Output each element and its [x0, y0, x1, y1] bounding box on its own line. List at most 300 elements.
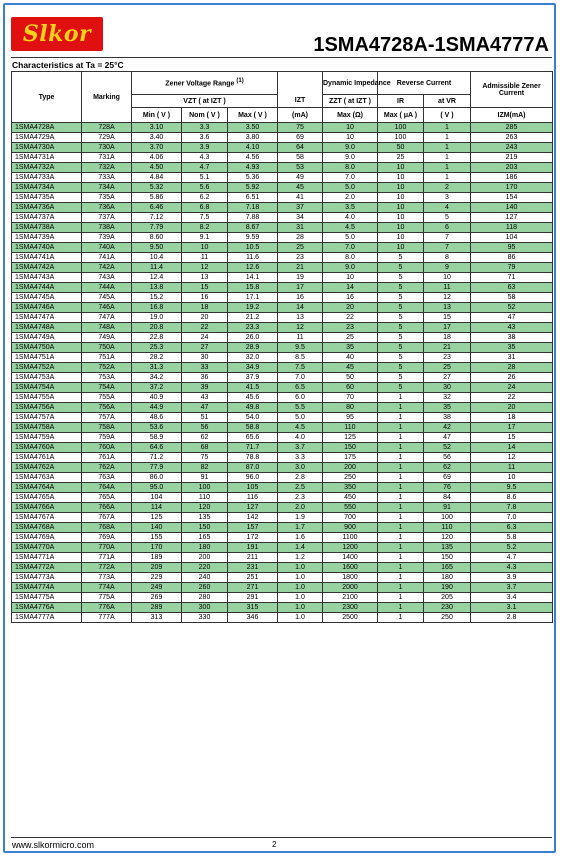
cell-type: 1SMA4736A [12, 203, 82, 213]
cell-izm: 5.2 [471, 543, 553, 553]
cell-zzt: 10 [323, 273, 378, 283]
cell-vr: 1 [424, 133, 471, 143]
cell-vr: 21 [424, 343, 471, 353]
table-caption: Characteristics at Ta = 25°C [12, 60, 124, 70]
table-row [12, 453, 553, 463]
cell-izm: 95 [471, 243, 553, 253]
cell-vz-nom: 9.1 [182, 233, 228, 243]
col-header-min: Min ( V ) [132, 108, 182, 123]
cell-vz-min: 9.50 [132, 243, 182, 253]
cell-vr: 84 [424, 493, 471, 503]
cell-zzt: 23 [323, 323, 378, 333]
cell-type: 1SMA4765A [12, 493, 82, 503]
cell-izt: 4.0 [278, 433, 323, 443]
cell-vr: 69 [424, 473, 471, 483]
cell-vz-min: 6.46 [132, 203, 182, 213]
brand-logo-text: Slkor [22, 21, 92, 47]
cell-vz-max: 9.59 [228, 233, 278, 243]
cell-vz-nom: 3.6 [182, 133, 228, 143]
cell-zzt: 70 [323, 393, 378, 403]
col-header-vzt: VZT ( at IZT ) [132, 95, 278, 108]
cell-marking: 752A [82, 363, 132, 373]
cell-ir: 5 [378, 383, 424, 393]
cell-vz-max: 4.93 [228, 163, 278, 173]
cell-type: 1SMA4760A [12, 443, 82, 453]
cell-izm: 43 [471, 323, 553, 333]
cell-izm: 31 [471, 353, 553, 363]
cell-vz-min: 7.12 [132, 213, 182, 223]
cell-marking: 733A [82, 173, 132, 183]
cell-marking: 764A [82, 483, 132, 493]
cell-zzt: 22 [323, 313, 378, 323]
cell-vz-nom: 220 [182, 563, 228, 573]
cell-ir: 5 [378, 313, 424, 323]
cell-vz-nom: 10 [182, 243, 228, 253]
cell-ir: 5 [378, 273, 424, 283]
cell-type: 1SMA4748A [12, 323, 82, 333]
cell-type: 1SMA4776A [12, 603, 82, 613]
cell-vz-nom: 15 [182, 283, 228, 293]
cell-vz-min: 8.60 [132, 233, 182, 243]
cell-type: 1SMA4732A [12, 163, 82, 173]
title-divider [11, 57, 552, 58]
cell-izt: 6.5 [278, 383, 323, 393]
cell-vz-nom: 20 [182, 313, 228, 323]
cell-marking: 761A [82, 453, 132, 463]
cell-izt: 5.0 [278, 413, 323, 423]
cell-vz-min: 10.4 [132, 253, 182, 263]
cell-izm: 22 [471, 393, 553, 403]
cell-zzt: 250 [323, 473, 378, 483]
table-row [12, 353, 553, 363]
cell-zzt: 9.0 [323, 153, 378, 163]
cell-vz-min: 31.3 [132, 363, 182, 373]
cell-type: 1SMA4763A [12, 473, 82, 483]
cell-vz-nom: 56 [182, 423, 228, 433]
cell-vz-nom: 22 [182, 323, 228, 333]
cell-vz-nom: 68 [182, 443, 228, 453]
cell-ir: 1 [378, 473, 424, 483]
cell-vz-min: 34.2 [132, 373, 182, 383]
cell-vr: 35 [424, 403, 471, 413]
cell-vz-max: 41.5 [228, 383, 278, 393]
cell-vz-max: 19.2 [228, 303, 278, 313]
cell-vr: 8 [424, 253, 471, 263]
cell-izm: 8.6 [471, 493, 553, 503]
cell-vr: 38 [424, 413, 471, 423]
cell-ir: 1 [378, 463, 424, 473]
cell-type: 1SMA4757A [12, 413, 82, 423]
cell-izm: 140 [471, 203, 553, 213]
cell-marking: 757A [82, 413, 132, 423]
col-header-reverse-current: Reverse Current [378, 72, 471, 95]
cell-type: 1SMA4731A [12, 153, 82, 163]
cell-vz-min: 20.8 [132, 323, 182, 333]
cell-zzt: 2300 [323, 603, 378, 613]
cell-izt: 19 [278, 273, 323, 283]
cell-vz-min: 7.79 [132, 223, 182, 233]
cell-vz-nom: 3.9 [182, 143, 228, 153]
cell-type: 1SMA4756A [12, 403, 82, 413]
cell-vz-max: 251 [228, 573, 278, 583]
cell-izt: 1.4 [278, 543, 323, 553]
cell-vz-nom: 200 [182, 553, 228, 563]
cell-marking: 768A [82, 523, 132, 533]
cell-izm: 35 [471, 343, 553, 353]
cell-zzt: 2100 [323, 593, 378, 603]
cell-vz-nom: 100 [182, 483, 228, 493]
cell-ir: 10 [378, 183, 424, 193]
cell-vz-min: 114 [132, 503, 182, 513]
col-header-nom: Nom ( V ) [182, 108, 228, 123]
table-row [12, 613, 553, 623]
cell-zzt: 10 [323, 133, 378, 143]
cell-vr: 5 [424, 213, 471, 223]
cell-zzt: 80 [323, 403, 378, 413]
cell-izm: 154 [471, 193, 553, 203]
cell-vz-min: 104 [132, 493, 182, 503]
table-body [12, 123, 553, 623]
cell-izm: 28 [471, 363, 553, 373]
cell-ir: 1 [378, 423, 424, 433]
cell-vz-nom: 91 [182, 473, 228, 483]
brand-logo [11, 17, 103, 51]
cell-izt: 34 [278, 213, 323, 223]
cell-vr: 4 [424, 203, 471, 213]
cell-ir: 10 [378, 223, 424, 233]
cell-izt: 2.8 [278, 473, 323, 483]
cell-zzt: 25 [323, 333, 378, 343]
cell-vz-min: 313 [132, 613, 182, 623]
cell-vz-nom: 180 [182, 543, 228, 553]
cell-vz-max: 15.8 [228, 283, 278, 293]
cell-vr: 27 [424, 373, 471, 383]
cell-marking: 739A [82, 233, 132, 243]
cell-zzt: 4.5 [323, 223, 378, 233]
cell-type: 1SMA4729A [12, 133, 82, 143]
cell-izt: 1.2 [278, 553, 323, 563]
cell-zzt: 2000 [323, 583, 378, 593]
cell-ir: 5 [378, 253, 424, 263]
cell-izt: 31 [278, 223, 323, 233]
cell-zzt: 9.0 [323, 263, 378, 273]
table-row [12, 213, 553, 223]
cell-vz-min: 77.9 [132, 463, 182, 473]
col-header-v: ( V ) [424, 108, 471, 123]
cell-vr: 32 [424, 393, 471, 403]
cell-type: 1SMA4761A [12, 453, 82, 463]
cell-vr: 17 [424, 323, 471, 333]
cell-vz-min: 170 [132, 543, 182, 553]
cell-izm: 58 [471, 293, 553, 303]
cell-type: 1SMA4758A [12, 423, 82, 433]
cell-vz-max: 7.18 [228, 203, 278, 213]
cell-zzt: 5.0 [323, 233, 378, 243]
cell-vr: 47 [424, 433, 471, 443]
cell-type: 1SMA4740A [12, 243, 82, 253]
cell-marking: 735A [82, 193, 132, 203]
cell-vz-nom: 36 [182, 373, 228, 383]
cell-vz-nom: 82 [182, 463, 228, 473]
cell-type: 1SMA4769A [12, 533, 82, 543]
cell-vz-nom: 7.5 [182, 213, 228, 223]
cell-vz-nom: 11 [182, 253, 228, 263]
cell-vz-min: 71.2 [132, 453, 182, 463]
cell-zzt: 1400 [323, 553, 378, 563]
table-row [12, 303, 553, 313]
cell-vz-max: 65.6 [228, 433, 278, 443]
cell-zzt: 45 [323, 363, 378, 373]
cell-izt: 7.5 [278, 363, 323, 373]
cell-marking: 731A [82, 153, 132, 163]
cell-izm: 86 [471, 253, 553, 263]
cell-zzt: 35 [323, 343, 378, 353]
cell-vz-nom: 5.1 [182, 173, 228, 183]
cell-vr: 15 [424, 313, 471, 323]
cell-izm: 9.5 [471, 483, 553, 493]
cell-vr: 190 [424, 583, 471, 593]
cell-izm: 3.9 [471, 573, 553, 583]
cell-ir: 5 [378, 323, 424, 333]
table-row [12, 193, 553, 203]
table-row [12, 553, 553, 563]
cell-vr: 23 [424, 353, 471, 363]
cell-zzt: 1100 [323, 533, 378, 543]
cell-vz-min: 28.2 [132, 353, 182, 363]
cell-zzt: 200 [323, 463, 378, 473]
cell-izt: 11 [278, 333, 323, 343]
cell-vr: 91 [424, 503, 471, 513]
cell-izm: 11 [471, 463, 553, 473]
cell-vz-max: 231 [228, 563, 278, 573]
cell-vz-nom: 6.8 [182, 203, 228, 213]
cell-marking: 730A [82, 143, 132, 153]
cell-vz-max: 105 [228, 483, 278, 493]
cell-ir: 10 [378, 213, 424, 223]
cell-izm: 118 [471, 223, 553, 233]
table-row [12, 223, 553, 233]
cell-izm: 219 [471, 153, 553, 163]
cell-vz-min: 58.9 [132, 433, 182, 443]
table-row [12, 253, 553, 263]
cell-zzt: 60 [323, 383, 378, 393]
spec-table [11, 71, 553, 623]
cell-ir: 1 [378, 443, 424, 453]
cell-vr: 11 [424, 283, 471, 293]
col-header-izm: IZM(mA) [471, 108, 553, 123]
cell-marking: 759A [82, 433, 132, 443]
cell-type: 1SMA4768A [12, 523, 82, 533]
cell-zzt: 125 [323, 433, 378, 443]
cell-vz-min: 16.8 [132, 303, 182, 313]
page-number: 2 [272, 840, 277, 849]
cell-izm: 5.8 [471, 533, 553, 543]
cell-zzt: 3.5 [323, 203, 378, 213]
cell-vz-min: 229 [132, 573, 182, 583]
table-row [12, 283, 553, 293]
table-row [12, 273, 553, 283]
cell-vr: 150 [424, 553, 471, 563]
table-row [12, 563, 553, 573]
cell-vz-max: 4.10 [228, 143, 278, 153]
cell-ir: 100 [378, 123, 424, 133]
col-header-zener-range: Zener Voltage Range $^{(1)}$ [132, 72, 278, 95]
cell-izt: 2.3 [278, 493, 323, 503]
cell-type: 1SMA4739A [12, 233, 82, 243]
cell-vz-max: 3.80 [228, 133, 278, 143]
cell-izm: 10 [471, 473, 553, 483]
cell-vz-max: 8.67 [228, 223, 278, 233]
cell-izt: 3.0 [278, 463, 323, 473]
cell-type: 1SMA4749A [12, 333, 82, 343]
cell-type: 1SMA4774A [12, 583, 82, 593]
cell-ir: 1 [378, 543, 424, 553]
cell-marking: 776A [82, 603, 132, 613]
cell-izm: 20 [471, 403, 553, 413]
cell-ir: 10 [378, 243, 424, 253]
col-header-admissible: Admissible Zener Current [471, 72, 553, 108]
cell-marking: 767A [82, 513, 132, 523]
cell-vz-nom: 330 [182, 613, 228, 623]
cell-vz-max: 21.2 [228, 313, 278, 323]
cell-vz-max: 58.8 [228, 423, 278, 433]
cell-vz-max: 5.36 [228, 173, 278, 183]
cell-zzt: 700 [323, 513, 378, 523]
cell-type: 1SMA4771A [12, 553, 82, 563]
cell-izm: 127 [471, 213, 553, 223]
cell-marking: 763A [82, 473, 132, 483]
cell-vr: 135 [424, 543, 471, 553]
cell-type: 1SMA4741A [12, 253, 82, 263]
cell-vz-min: 209 [132, 563, 182, 573]
cell-vz-nom: 165 [182, 533, 228, 543]
cell-zzt: 550 [323, 503, 378, 513]
cell-izt: 28 [278, 233, 323, 243]
cell-vz-max: 142 [228, 513, 278, 523]
table-row [12, 423, 553, 433]
cell-ir: 1 [378, 433, 424, 443]
cell-ir: 100 [378, 133, 424, 143]
cell-marking: 728A [82, 123, 132, 133]
cell-marking: 773A [82, 573, 132, 583]
cell-izm: 203 [471, 163, 553, 173]
cell-vz-min: 95.0 [132, 483, 182, 493]
table-row [12, 393, 553, 403]
cell-type: 1SMA4754A [12, 383, 82, 393]
cell-vz-max: 116 [228, 493, 278, 503]
table-row [12, 603, 553, 613]
table-row [12, 153, 553, 163]
cell-izm: 63 [471, 283, 553, 293]
cell-ir: 5 [378, 333, 424, 343]
cell-zzt: 110 [323, 423, 378, 433]
table-row [12, 583, 553, 593]
cell-ir: 5 [378, 373, 424, 383]
cell-marking: 741A [82, 253, 132, 263]
cell-ir: 5 [378, 293, 424, 303]
cell-marking: 747A [82, 313, 132, 323]
cell-vz-max: 14.1 [228, 273, 278, 283]
cell-type: 1SMA4738A [12, 223, 82, 233]
cell-izt: 75 [278, 123, 323, 133]
cell-ir: 1 [378, 393, 424, 403]
cell-izm: 24 [471, 383, 553, 393]
cell-vz-nom: 120 [182, 503, 228, 513]
cell-vz-nom: 16 [182, 293, 228, 303]
cell-vz-min: 15.2 [132, 293, 182, 303]
cell-marking: 737A [82, 213, 132, 223]
cell-izt: 3.7 [278, 443, 323, 453]
cell-vz-min: 140 [132, 523, 182, 533]
table-row [12, 443, 553, 453]
cell-vz-max: 87.0 [228, 463, 278, 473]
cell-izm: 2.8 [471, 613, 553, 623]
cell-vr: 42 [424, 423, 471, 433]
cell-marking: 742A [82, 263, 132, 273]
table-row [12, 513, 553, 523]
cell-vz-nom: 13 [182, 273, 228, 283]
table-row [12, 373, 553, 383]
table-row [12, 143, 553, 153]
cell-marking: 740A [82, 243, 132, 253]
cell-izt: 1.0 [278, 613, 323, 623]
cell-marking: 774A [82, 583, 132, 593]
cell-zzt: 8.0 [323, 163, 378, 173]
table-row [12, 133, 553, 143]
cell-vz-min: 3.10 [132, 123, 182, 133]
cell-type: 1SMA4753A [12, 373, 82, 383]
cell-vz-max: 157 [228, 523, 278, 533]
cell-type: 1SMA4759A [12, 433, 82, 443]
cell-izm: 3.4 [471, 593, 553, 603]
cell-marking: 760A [82, 443, 132, 453]
cell-izt: 9.5 [278, 343, 323, 353]
cell-vz-nom: 18 [182, 303, 228, 313]
cell-ir: 1 [378, 553, 424, 563]
cell-izm: 71 [471, 273, 553, 283]
cell-ir: 50 [378, 143, 424, 153]
cell-ir: 1 [378, 403, 424, 413]
cell-zzt: 20 [323, 303, 378, 313]
cell-vr: 180 [424, 573, 471, 583]
cell-izt: 14 [278, 303, 323, 313]
cell-izt: 1.0 [278, 603, 323, 613]
table-row [12, 183, 553, 193]
cell-izt: 17 [278, 283, 323, 293]
cell-vz-min: 12.4 [132, 273, 182, 283]
table-row [12, 313, 553, 323]
cell-marking: 756A [82, 403, 132, 413]
cell-marking: 771A [82, 553, 132, 563]
table-row [12, 263, 553, 273]
cell-ir: 1 [378, 523, 424, 533]
cell-vr: 205 [424, 593, 471, 603]
cell-vz-max: 96.0 [228, 473, 278, 483]
cell-marking: 749A [82, 333, 132, 343]
cell-ir: 5 [378, 363, 424, 373]
cell-vr: 7 [424, 243, 471, 253]
cell-marking: 770A [82, 543, 132, 553]
cell-marking: 753A [82, 373, 132, 383]
cell-zzt: 1800 [323, 573, 378, 583]
cell-izt: 16 [278, 293, 323, 303]
cell-izm: 14 [471, 443, 553, 453]
cell-vz-nom: 12 [182, 263, 228, 273]
table-row [12, 493, 553, 503]
table-row [12, 233, 553, 243]
cell-izm: 4.3 [471, 563, 553, 573]
cell-izm: 263 [471, 133, 553, 143]
